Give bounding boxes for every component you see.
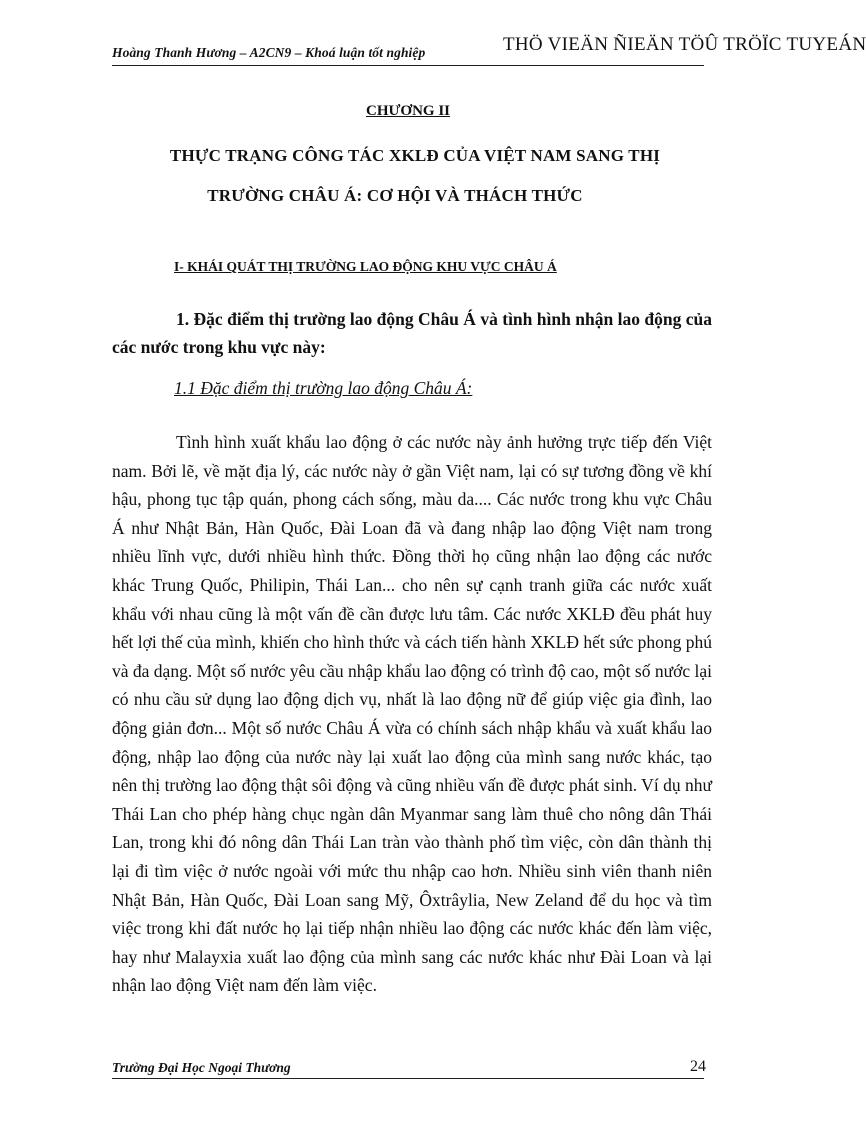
page-number: 24 — [690, 1058, 706, 1075]
chapter-title-line1: THỰC TRẠNG CÔNG TÁC XKLĐ CỦA VIỆT NAM SANG THỊ — [169, 146, 661, 165]
footer-university-text: Trường Đại Học Ngoại Thương — [112, 1060, 291, 1075]
chapter-label: CHƯƠNG II — [365, 103, 451, 119]
chapter-title-line2: TRƯỜNG CHÂU Á: CƠ HỘI VÀ THÁCH THỨC — [207, 186, 583, 205]
header-author-text: Hoàng Thanh Hương – A2CN9 – Khoá luận tốt nghiệp — [112, 45, 426, 60]
body-paragraph: Tình hình xuất khẩu lao động ở các nước này ảnh hưởng trực tiếp đến Việt nam. Bởi lẽ, về mặt địa lý, các nước này ở gần Việt nam, lại có sự tương đồng về khí hậu, phong tục tập quán, phong cách sống, màu da.... Các nước trong khu vực Châu Á như Nhật Bản, Hàn Quốc, Đài Loan đã và đang nhập lao động Việt nam trong nhiều lĩnh vực, dưới nhiều hình thức. Đồng thời họ cũng nhận lao động các nước khác Trung Quốc, Philipin, Thái Lan... cho nên sự cạnh tranh giữa các nước xuất khẩu với nhau cũng là một vấn đề cần được lưu tâm. Các nước XKLĐ đều phát huy hết lợi thế của mình, khiến cho hình thức và cách tiến hành XKLĐ hết sức phong phú và đa dạng. Một số nước yêu cầu nhập khẩu lao động có trình độ cao, một số nước lại có nhu cầu sử dụng lao động dịch vụ, nhất là lao động nữ để giúp việc gia đình, lao động giản đơn... Một số nước Châu Á vừa có chính sách nhập khẩu và xuất khẩu lao động, nhập lao động của nước này lại xuất lao động của mình sang nước khác, tạo nên thị trường lao động thật sôi động và cũng nhiều vấn đề được phát sinh. Ví dụ như Thái Lan cho phép hàng chục ngàn dân Myanmar sang làm thuê cho nông dân Thái Lan, trong khi đó nông dân Thái Lan tràn vào thành phố tìm việc, còn dân thành thị lại đi tìm việc ở nước ngoài với mức thu nhập cao hơn. Nhiều sinh viên thanh niên Nhật Bản, Hàn Quốc, Đài Loan sang Mỹ, Ôxtrâylia, New Zeland để du học và tìm việc trong khi đất nước họ lại tiếp nhận nhiều lao động các nước khác đến làm việc, hay như Malayxia xuất lao động của mình sang các nước khác như Đài Loan và lại nhận lao động Việt nam đến làm việc. — [112, 432, 712, 996]
subsubsection-heading: 1.1 Đặc điểm thị trường lao động Châu Á: — [174, 378, 473, 398]
header-divider — [112, 65, 704, 66]
section-heading: I- KHÁI QUÁT THỊ TRƯỜNG LAO ĐỘNG KHU VỰC CHÂU Á — [174, 259, 557, 274]
subsection-heading: 1. Đặc điểm thị trường lao động Châu Á và tình hình nhận lao động của các nước trong khu vực này: — [112, 309, 712, 357]
footer-divider — [112, 1078, 704, 1079]
header-library-text: THÖ VIEÄN ÑIEÄN TÖÛ TRÖÏC TUYEÁN — [503, 34, 866, 55]
